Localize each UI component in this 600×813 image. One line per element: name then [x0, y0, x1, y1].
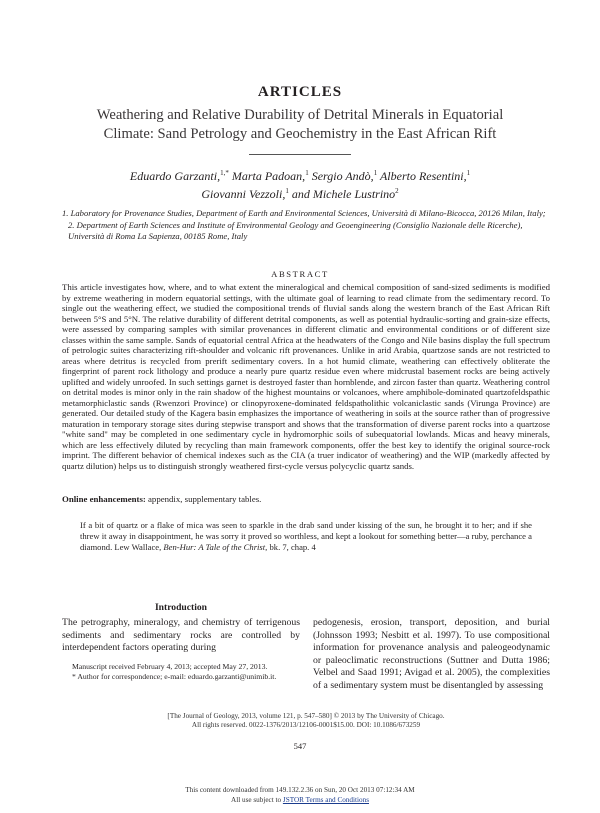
section-label: ARTICLES	[257, 84, 343, 100]
author-name: Giovanni Vezzoli,	[201, 186, 286, 201]
author-name: Marta Padoan,	[228, 169, 306, 183]
online-enhancements-label: Online enhancements:	[62, 494, 146, 504]
epigraph	[80, 520, 532, 553]
author-name: Eduardo Garzanti,	[129, 169, 221, 183]
author-line-1	[90, 166, 510, 184]
author-affiliation-mark: 1,*	[220, 169, 229, 177]
author-affiliation-mark: 1	[466, 169, 471, 177]
introduction-right-column: pedogenesis, erosion, transport, deposition, and burial (Johnsson 1993; Nesbitt et al. 1997). To use compositional information for provenance analysis and paleogeodynamic or paleoclimatic reconstructions (Suttner and Dutta 1986; Velbel and Saad 1991; Avigad et al. 2005), the complexities of a sedimentary system must be disentangled by assessing	[313, 617, 550, 691]
author-affiliation-mark: 1	[373, 169, 378, 177]
citation-line-2: All rights reserved. 0022-1376/2013/12106-0001$15.00. DOI: 10.1086/673259	[191, 721, 421, 730]
title-line-2: Climate: Sand Petrology and Geochemistry in the East African Rift	[103, 126, 497, 142]
author-affiliation-mark: 1	[285, 186, 289, 195]
footnote-correspondence: * Author for correspondence; e-mail: eduardo.garzanti@unimib.it.	[72, 671, 277, 681]
author-name: Sergio Andò,	[308, 169, 374, 183]
abstract-heading: ABSTRACT	[271, 269, 329, 279]
epigraph-book-title: Ben-Hur: A Tale of the Christ	[163, 542, 266, 552]
footnote-received: Manuscript received February 4, 2013; accepted May 27, 2013.	[72, 662, 268, 671]
author-line-2	[90, 184, 510, 202]
epigraph-reference: , bk. 7, chap. 4	[265, 542, 316, 552]
journal-citation	[62, 712, 550, 731]
footnotes	[62, 662, 300, 682]
author-name: Alberto Resentini,	[377, 169, 467, 183]
author-affiliation-mark: 1	[305, 169, 309, 177]
download-line-2	[0, 796, 600, 806]
download-terms-prefix: All use subject to	[231, 795, 283, 804]
page-number: 547	[293, 741, 307, 751]
download-line-1: This content downloaded from 149.132.2.36 on Sun, 20 Oct 2013 07:12:34 AM	[185, 786, 415, 794]
download-notice	[0, 786, 600, 805]
author-name: and Michele Lustrino	[288, 186, 396, 201]
author-list	[90, 166, 510, 201]
introduction-left-column: The petrography, mineralogy, and chemistry of terrigenous sediments and sedimentary rocks are controlled by interdependent factors operating during	[62, 617, 300, 654]
jstor-terms-link[interactable]: JSTOR Terms and Conditions	[282, 795, 369, 804]
epigraph-quote: If a bit of quartz or a flake of mica was seen to sparkle in the drab sand under kissing of the sun, he brought it to her; and if she threw it away in disappointment, he was sorry it proved so worthless, and kept a lookout for something better—a ruby, perchance a diamond. Lew Wallace,	[80, 520, 532, 552]
citation-line-1: [The Journal of Geology, 2013, volume 121, p. 547–580] © 2013 by The University of Chicago.	[167, 712, 445, 720]
abstract-body: This article investigates how, where, and to what extent the mineralogical and chemical composition of sand-sized sediments is modified by extreme weathering in modern equatorial settings, with the ultimate goal of learning to read climate from the sedimentary record. To single out the weathering effect, we studied the compositional trends of fluvial sands along the western branch of the East African Rift between 5°S and 5°N. The relative durability of different detrital components, as well as potential hydraulic-sorting and grain-size effects, were assessed by comparing samples with similar provenances in different climatic and environmental conditions or of different size classes within the same sample. Sands of equatorial central Africa at the headwaters of the Congo and Nile basins display the full spectrum of petrologic suites characterizing rift-shoulder and volcanic rift provenances. Unlike in arid Arabia, quartzose sands are not restricted to areas where detritus is recycled from prerift sedimentary covers. In a hot humid climate, weathering can effectively obliterate the fingerprint of parent rock lithology and produce a nearly pure quartz residue even where midcrustal basement rocks are being actively uplifted and widely unroofed. In such settings garnet is destroyed faster than hornblende, and zircon faster than quartz. Weathering control on detrital modes is minor only in the rain shadow of the highest mountains or volcanoes, where amphibole-dominated quartzofeldspathic metamorphiclastic sands (Rwenzori Province) or clinopyroxene-dominated feldspatholithic volcaniclastic sands (Virunga Province) are generated. Our detailed study of the Kagera basin emphasizes the importance of weathering in soils at the source rather than of progressive maturation in temporary storage sites during stepwise transport and shows that the transformation of diverse parent rocks into a quartzose "white sand" may be completed in one sedimentary cycle in hydromorphic soils of subequatorial lowlands. Micas and heavy minerals, which are less effectively diluted by recycling than main framework components, offer the best key to identify the original source-rock imprint. The different behavior of chemical indexes such as the CIA (a truer indicator of weathering) and the WIP (markedly affected by quartz dilution) helps us to distinguish strongly weathered first-cycle versus polycyclic quartz sands.	[62, 282, 550, 471]
affiliations: 1. Laboratory for Provenance Studies, Department of Earth and Environmental Sciences, Università di Milano-Bicocca, 20126 Milan, Italy; 2. Department of Earth Sciences and Institute of Environmental Geology and Geoengineering (Consiglio Nazionale delle Ricerche), Università di Roma La Sapienza, 00185 Rome, Italy	[62, 208, 546, 242]
online-enhancements	[62, 494, 550, 504]
title-divider	[249, 154, 351, 155]
online-enhancements-text: appendix, supplementary tables.	[145, 494, 262, 504]
article-title	[40, 106, 560, 144]
title-line-1: Weathering and Relative Durability of Detrital Minerals in Equatorial	[96, 107, 504, 123]
introduction-heading: Introduction	[154, 602, 208, 613]
author-affiliation-mark: 2	[395, 186, 399, 195]
